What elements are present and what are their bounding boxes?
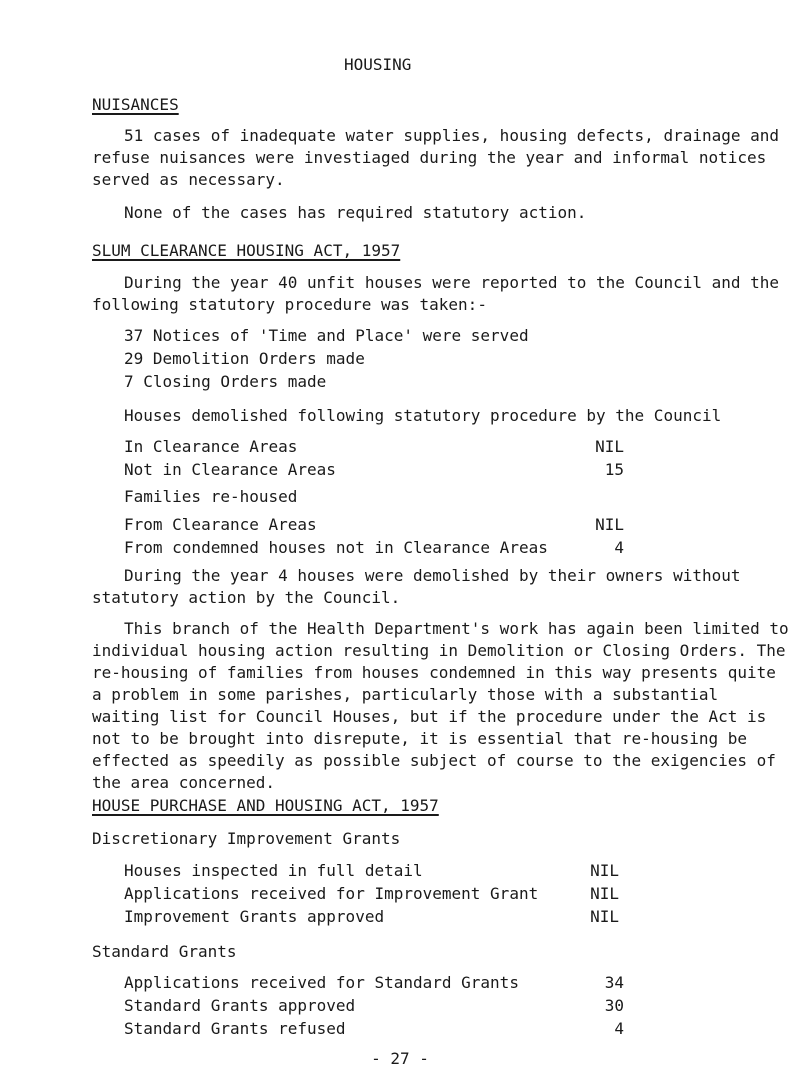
families-row-label: From condemned houses not in Clearance Areas xyxy=(124,538,548,557)
closing-orders-item: 7 Closing Orders made xyxy=(124,372,327,391)
standard-row-label: Applications received for Standard Grants xyxy=(124,973,519,992)
nuisances-paragraph: 51 cases of inadequate water supplies, housing defects, drainage and refuse nuisances were investiaged during the year and informal notices served as necessary. xyxy=(92,126,780,189)
standard-row-value: 34 xyxy=(604,973,624,992)
standard-row-label: Standard Grants refused xyxy=(124,1019,346,1038)
discretionary-row-value: NIL xyxy=(590,884,619,903)
discretionary-row-label: Houses inspected in full detail xyxy=(124,861,423,880)
standard-row-label: Standard Grants approved xyxy=(124,996,356,1015)
families-row-value: 4 xyxy=(614,538,624,557)
demolished-row-value: NIL xyxy=(595,437,624,456)
house-purchase-heading: HOUSE PURCHASE AND HOUSING ACT, 1957 xyxy=(92,796,439,815)
slum-intro-paragraph: During the year 40 unfit houses were reported to the Council and the following statutory procedure was taken:- xyxy=(92,273,780,314)
families-rehoused-heading: Families re-housed xyxy=(124,487,298,506)
demolished-row-value: 15 xyxy=(604,460,624,479)
standard-grants-heading: Standard Grants xyxy=(92,942,237,961)
page-number: - 27 - xyxy=(371,1049,429,1068)
discretionary-grants-heading: Discretionary Improvement Grants xyxy=(92,829,401,848)
statutory-action-note: None of the cases has required statutory action. xyxy=(124,203,587,222)
slum-clearance-heading: SLUM CLEARANCE HOUSING ACT, 1957 xyxy=(92,241,401,260)
standard-row-value: 30 xyxy=(604,996,624,1015)
discretionary-row-label: Applications received for Improvement Grant xyxy=(124,884,539,903)
owners-demolition-paragraph: During the year 4 houses were demolished by their owners without statutory action by the Council. xyxy=(92,566,741,607)
demolished-row-label: Not in Clearance Areas xyxy=(124,460,336,479)
demolition-orders-item: 29 Demolition Orders made xyxy=(124,349,365,368)
discretionary-row-value: NIL xyxy=(590,907,619,926)
discretionary-row-label: Improvement Grants approved xyxy=(124,907,385,926)
page-title: HOUSING xyxy=(344,55,412,74)
branch-work-paragraph: This branch of the Health Department's work has again been limited to individual housing action resulting in Demolition or Closing Orders. The re-housing of families from houses condemned in this way presents quite a problem in some parishes, particularly those with a substantial waiting list for Council Houses, but if the procedure under the Act is not to be brought into disrepute, it is essential that re-housing be effected as speedily as possible subject of course to the exigencies of the area concerned. xyxy=(92,619,789,792)
houses-demolished-heading: Houses demolished following statutory procedure by the Council xyxy=(124,406,722,425)
nuisances-heading: NUISANCES xyxy=(92,95,179,114)
families-row-value: NIL xyxy=(595,515,624,534)
notices-item: 37 Notices of 'Time and Place' were served xyxy=(124,326,529,345)
standard-row-value: 4 xyxy=(614,1019,624,1038)
demolished-row-label: In Clearance Areas xyxy=(124,437,298,456)
families-row-label: From Clearance Areas xyxy=(124,515,317,534)
discretionary-row-value: NIL xyxy=(590,861,619,880)
